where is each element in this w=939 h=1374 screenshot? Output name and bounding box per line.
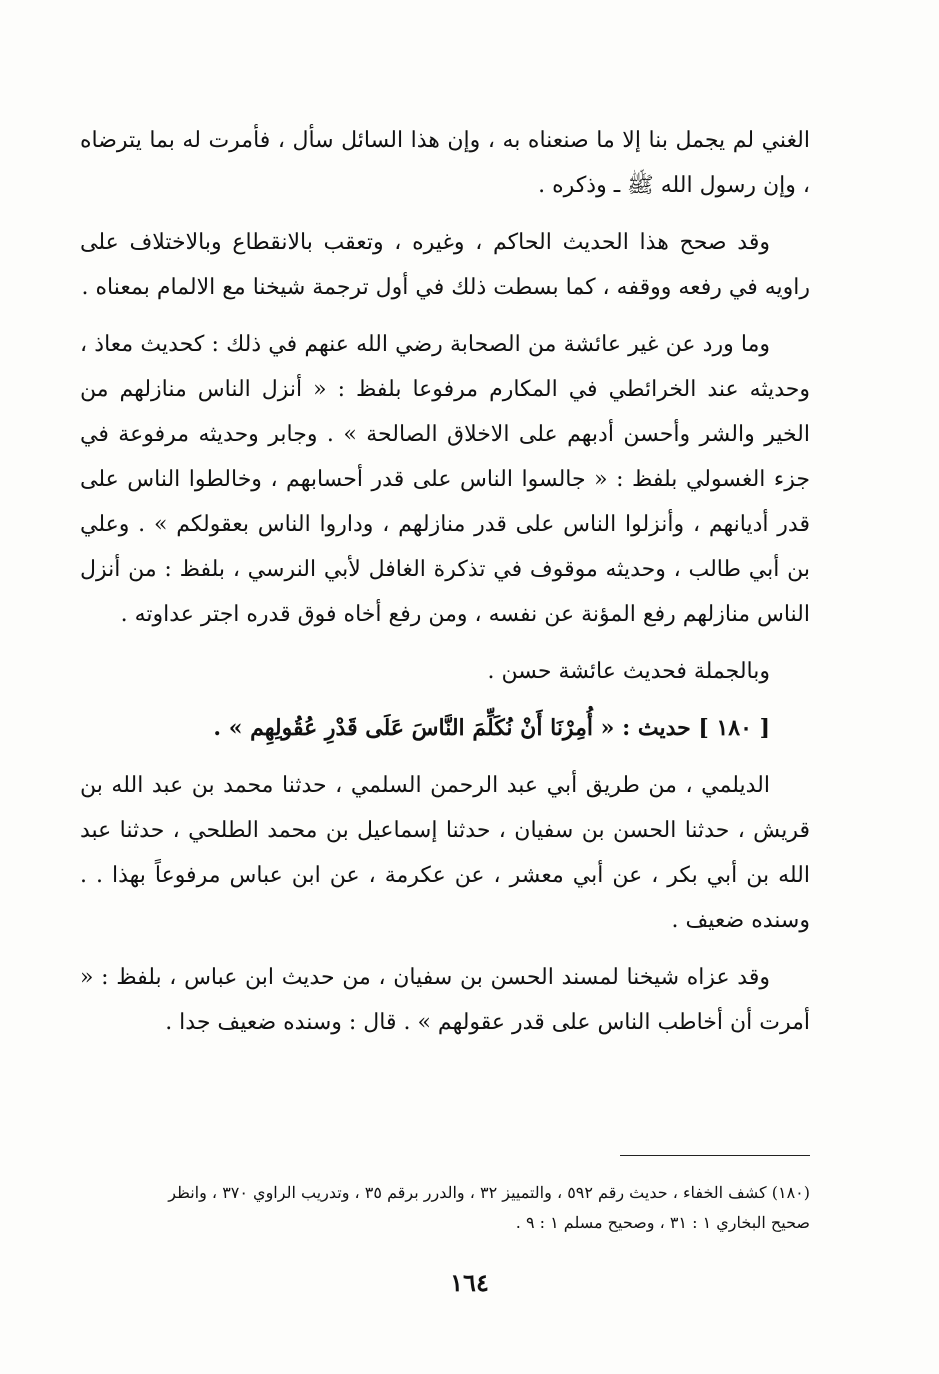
hadith-text: « أُمِرْنَا أَنْ نُكَلِّمَ النَّاسَ عَلَى قَدْرِ عُقُولِهِم » .	[213, 715, 615, 741]
footnote-line: صحيح البخاري ١ : ٣١ ، وصحيح مسلم ١ : ٩ .	[515, 1213, 810, 1232]
footnote	[80, 1178, 810, 1238]
hadith-heading	[80, 706, 810, 751]
paragraph-summary: وبالجملة فحديث عائشة حسن .	[487, 659, 770, 684]
main-text	[80, 118, 810, 1057]
paragraph-isnad: الديلمي ، من طريق أبي عبد الرحمن السلمي ، حدثنا محمد بن عبد الله بن قريش ، حدثنا الحسن بن سفيان ، حدثنا إسماعيل بن محمد الطلحي ، حدثنا عبد الله بن أبي بكر ، عن أبي معشر ، عن عكرمة ، عن ابن عباس مرفوعاً بهذا . . وسنده ضعيف .	[80, 773, 811, 933]
page-number: ١٦٤	[450, 1268, 489, 1297]
paragraph-authentication: وقد صحح هذا الحديث الحاكم ، وغيره ، وتعقب بالانقطاع وبالاختلاف على راويه في رفعه ووقفه ، كما بسطت ذلك في أول ترجمة شيخنا مع الالمام بمعناه .	[80, 230, 810, 300]
hadith-number: [ ١٨٠ ]	[698, 715, 770, 741]
paragraph-continuation: الغني لم يجمل بنا إلا ما صنعناه به ، وإن هذا السائل سأل ، فأمرت له بما يترضاه ، وإن رسول الله ﷺ ـ وذكره .	[80, 128, 810, 198]
paragraph-other-companions: وما ورد عن غير عائشة من الصحابة رضي الله عنهم في ذلك : كحديث معاذ ، وحديثه عند الخرائطي في المكارم مرفوعا بلفظ : « أنزل الناس منازلهم من الخير والشر وأحسن أدبهم على الاخلاق الصالحة » . وجابر وحديثه مرفوعة في جزء الغسولي بلفظ : « جالسوا الناس على قدر أحسابهم ، وخالطوا الناس على قدر أديانهم ، وأنزلوا الناس على قدر منازلهم ، وداروا الناس بعقولكم » . وعلي بن أبي طالب ، وحديثه موقوف في تذكرة الغافل لأبي النرسي ، بلفظ : من أنزل الناس منازلهم رفع المؤنة عن نفسه ، ومن رفع أخاه فوق قدره اجتر عداوته .	[80, 332, 810, 627]
footnote-divider	[620, 1155, 810, 1156]
hadith-label: حديث :	[622, 715, 691, 741]
paragraph-attribution: وقد عزاه شيخنا لمسند الحسن بن سفيان ، من حديث ابن عباس ، بلفظ : « أمرت أن أخاطب الناس على قدر عقولهم » . قال : وسنده ضعيف جدا .	[80, 965, 810, 1035]
footnote-line: (١٨٠) كشف الخفاء ، حديث رقم ٥٩٢ ، والتمييز ٣٢ ، والدرر برقم ٣٥ ، وتدريب الراوي ٣٧٠ ، وانظر	[168, 1183, 810, 1202]
